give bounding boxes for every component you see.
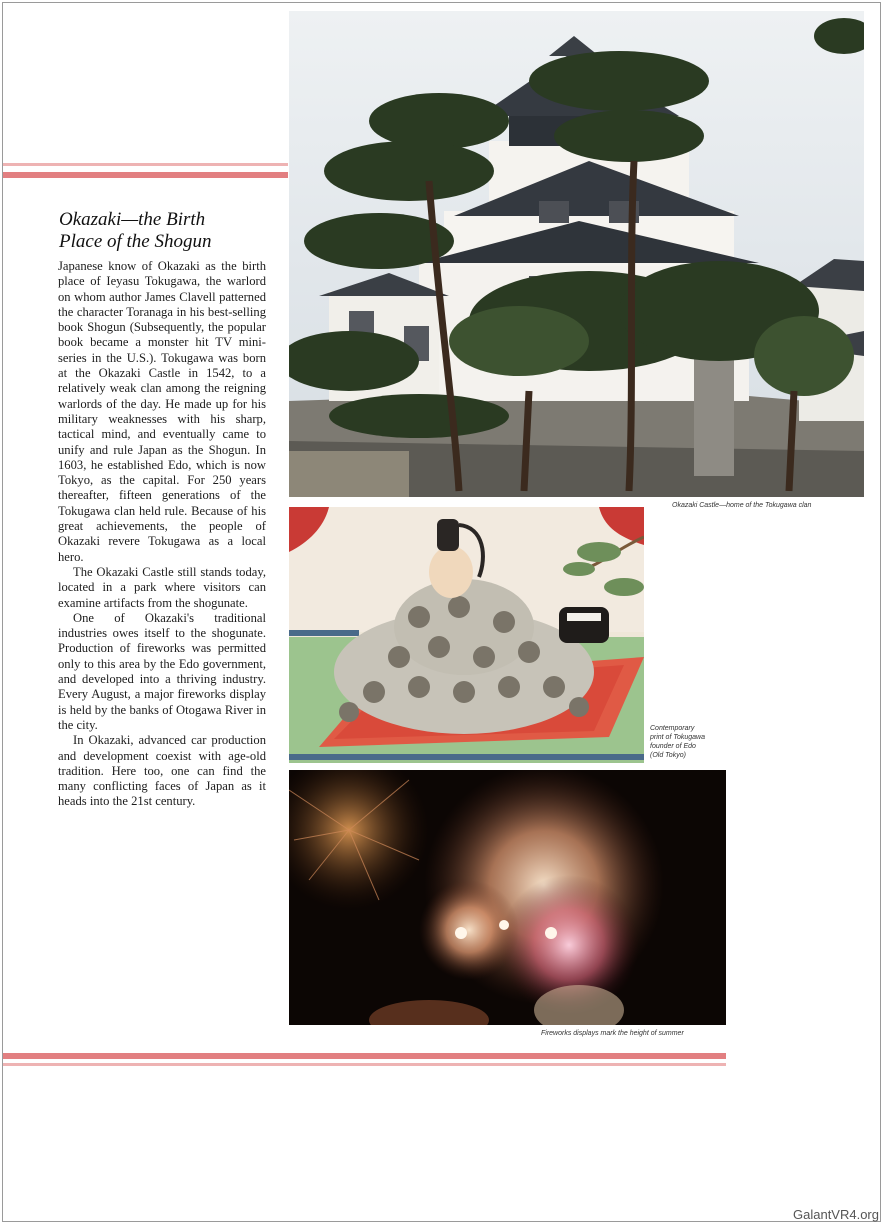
portrait-caption-line: founder of Edo	[650, 743, 696, 750]
article-paragraph: Japanese know of Okazaki as the birth place of Ieyasu Tokugawa, the warlord on whom author James Clavell patterned the character Toranaga in his best-selling book Shogun (Subsequently, the popular book became a monster hit TV mini-series in the U.S.). Tokugawa was born at the Okazaki Castle in 1542, to a relatively weak clan among the reigning warlords of the day. He made up for his military weaknesses with his sharp, tactical mind, and eventually came to unify and rule Japan as the Shogun. In 1603, he established Edo, which is now Tokyo, as the capital. For 250 years thereafter, fifteen generations of the Tokugawa clan held rule. Because of his great achievements, the people of Okazaki revere Tokugawa as a local hero.	[58, 259, 266, 564]
article-paragraph: In Okazaki, advanced car production and development coexist with age-old tradition. Here too, one can find the many conflicting faces of Japan as it heads into the 21st century.	[58, 733, 266, 809]
article-title	[59, 209, 269, 253]
fireworks-photo-caption: Fireworks displays mark the height of summer	[541, 1030, 684, 1037]
article-body	[58, 259, 266, 810]
castle-photo	[289, 11, 864, 497]
bottom-rule	[3, 1053, 726, 1059]
portrait-caption-line: (Old Tokyo)	[650, 752, 686, 759]
top-rule	[3, 172, 288, 178]
top-rule-thin	[3, 163, 288, 166]
portrait-caption	[650, 724, 705, 760]
portrait-caption-line: print of Tokugawa	[650, 734, 705, 741]
article-paragraph: One of Okazaki's traditional industries owes itself to the shogunate. Production of fireworks was permitted only to this area by the Edo government, and developed into a thriving industry. Every August, a major fireworks display is held by the banks of Otogawa River in the city.	[58, 610, 266, 732]
watermark-text: GalantVR4.org	[793, 1207, 879, 1222]
fireworks-photo	[289, 770, 726, 1025]
bottom-rule-thin	[3, 1063, 726, 1066]
castle-photo-caption: Okazaki Castle—home of the Tokugawa clan	[672, 502, 812, 509]
portrait-caption-line: Contemporary	[650, 725, 695, 732]
article-title-line-2: Place of the Shogun	[59, 231, 212, 252]
portrait-print	[289, 507, 644, 763]
article-paragraph: The Okazaki Castle still stands today, located in a park where visitors can examine artifacts from the shogunate.	[58, 564, 266, 610]
article-title-line-1: Okazaki—the Birth	[59, 209, 206, 230]
